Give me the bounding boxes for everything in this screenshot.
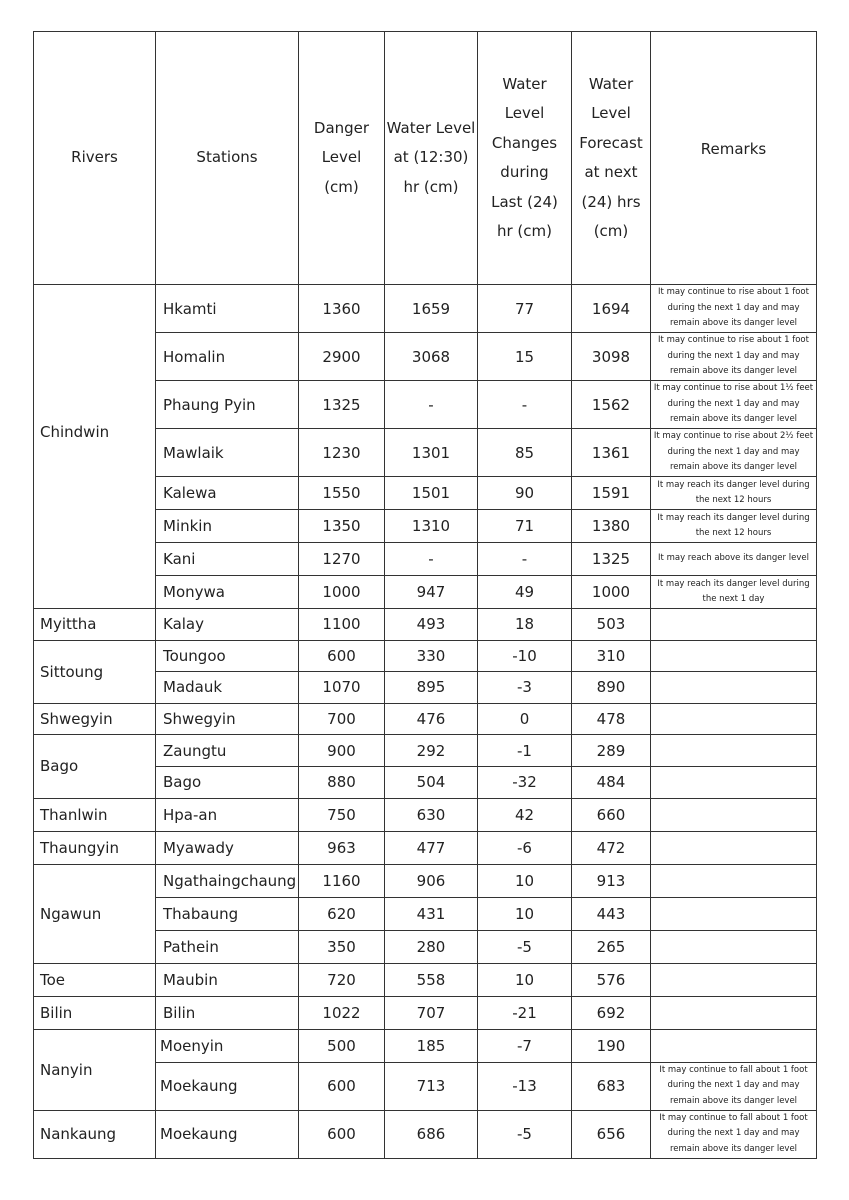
forecast-cell: 1694: [572, 285, 651, 333]
station-cell: Bilin: [156, 996, 299, 1029]
forecast-cell: 484: [572, 766, 651, 798]
change-cell: 90: [478, 477, 572, 510]
river-cell: Bago: [34, 735, 156, 798]
forecast-cell: 503: [572, 609, 651, 641]
danger-level-cell: 1325: [299, 381, 385, 429]
forecast-cell: 472: [572, 831, 651, 864]
station-cell: Zaungtu: [156, 735, 299, 767]
water-level-cell: 713: [385, 1062, 478, 1110]
remark-cell: It may continue to fall about 1 foot during the next 1 day and may remain above its danger level: [651, 1062, 817, 1110]
station-cell: Maubin: [156, 963, 299, 996]
change-cell: -32: [478, 766, 572, 798]
station-cell: Kalewa: [156, 477, 299, 510]
station-cell: Homalin: [156, 333, 299, 381]
station-cell: Shwegyin: [156, 703, 299, 735]
forecast-cell: 1000: [572, 576, 651, 609]
danger-level-cell: 600: [299, 640, 385, 672]
water-level-cell: 504: [385, 766, 478, 798]
col-header-water-level: Water Level at (12:30) hr (cm): [385, 32, 478, 285]
water-level-table: [33, 31, 817, 1159]
table-row: [34, 864, 817, 897]
water-level-cell: 1501: [385, 477, 478, 510]
danger-level-cell: 700: [299, 703, 385, 735]
danger-level-cell: 900: [299, 735, 385, 767]
table-row: [34, 798, 817, 831]
remark-cell: [651, 798, 817, 831]
water-level-cell: 1310: [385, 510, 478, 543]
water-level-cell: 3068: [385, 333, 478, 381]
station-cell: Mawlaik: [156, 429, 299, 477]
danger-level-cell: 1360: [299, 285, 385, 333]
change-cell: -5: [478, 1110, 572, 1158]
header-row: [34, 32, 817, 285]
change-cell: 49: [478, 576, 572, 609]
water-level-cell: 185: [385, 1029, 478, 1062]
danger-level-cell: 1100: [299, 609, 385, 641]
danger-level-cell: 1022: [299, 996, 385, 1029]
station-cell: Thabaung: [156, 897, 299, 930]
remark-cell: [651, 703, 817, 735]
table-row: [34, 963, 817, 996]
forecast-cell: 576: [572, 963, 651, 996]
forecast-cell: 890: [572, 672, 651, 704]
change-cell: 10: [478, 897, 572, 930]
col-header-remarks: Remarks: [651, 32, 817, 285]
col-header-stations: Stations: [156, 32, 299, 285]
danger-level-cell: 2900: [299, 333, 385, 381]
col-header-rivers: Rivers: [34, 32, 156, 285]
forecast-cell: 3098: [572, 333, 651, 381]
danger-level-cell: 350: [299, 930, 385, 963]
water-level-cell: 330: [385, 640, 478, 672]
col-header-changes: Water Level Changes during Last (24) hr (cm): [478, 32, 572, 285]
forecast-cell: 478: [572, 703, 651, 735]
table-row: [34, 609, 817, 641]
forecast-cell: 190: [572, 1029, 651, 1062]
table-row: [34, 735, 817, 767]
forecast-cell: 1591: [572, 477, 651, 510]
change-cell: 71: [478, 510, 572, 543]
remark-cell: It may reach above its danger level: [651, 543, 817, 576]
change-cell: -3: [478, 672, 572, 704]
water-level-cell: 686: [385, 1110, 478, 1158]
change-cell: -10: [478, 640, 572, 672]
change-cell: 10: [478, 864, 572, 897]
station-cell: Kani: [156, 543, 299, 576]
remark-cell: [651, 897, 817, 930]
station-cell: Moekaung: [156, 1110, 299, 1158]
water-level-cell: 477: [385, 831, 478, 864]
forecast-cell: 692: [572, 996, 651, 1029]
water-level-cell: 1659: [385, 285, 478, 333]
change-cell: 85: [478, 429, 572, 477]
remark-cell: It may reach its danger level during the next 1 day: [651, 576, 817, 609]
station-cell: Pathein: [156, 930, 299, 963]
col-header-danger-level: Danger Level (cm): [299, 32, 385, 285]
remark-cell: [651, 831, 817, 864]
river-cell: Thanlwin: [34, 798, 156, 831]
water-level-cell: 707: [385, 996, 478, 1029]
remark-cell: It may continue to rise about 1½ feet during the next 1 day and may remain above its danger level: [651, 381, 817, 429]
station-cell: Hkamti: [156, 285, 299, 333]
change-cell: -: [478, 381, 572, 429]
danger-level-cell: 1160: [299, 864, 385, 897]
station-cell: Minkin: [156, 510, 299, 543]
remark-cell: [651, 609, 817, 641]
change-cell: -5: [478, 930, 572, 963]
change-cell: 10: [478, 963, 572, 996]
change-cell: -7: [478, 1029, 572, 1062]
forecast-cell: 913: [572, 864, 651, 897]
change-cell: -6: [478, 831, 572, 864]
danger-level-cell: 750: [299, 798, 385, 831]
station-cell: Hpa-an: [156, 798, 299, 831]
table-row: [34, 640, 817, 672]
river-cell: Ngawun: [34, 864, 156, 963]
water-level-cell: 292: [385, 735, 478, 767]
danger-level-cell: 880: [299, 766, 385, 798]
water-level-cell: 947: [385, 576, 478, 609]
remark-cell: It may continue to rise about 1 foot during the next 1 day and may remain above its danger level: [651, 285, 817, 333]
water-level-cell: -: [385, 381, 478, 429]
river-cell: Sittoung: [34, 640, 156, 703]
water-level-cell: 476: [385, 703, 478, 735]
station-cell: Moenyin: [156, 1029, 299, 1062]
remark-cell: [651, 930, 817, 963]
river-cell: Toe: [34, 963, 156, 996]
remark-cell: [651, 1029, 817, 1062]
water-level-cell: 1301: [385, 429, 478, 477]
forecast-cell: 289: [572, 735, 651, 767]
water-level-cell: 630: [385, 798, 478, 831]
remark-cell: It may reach its danger level during the next 12 hours: [651, 477, 817, 510]
change-cell: 15: [478, 333, 572, 381]
table-row: [34, 831, 817, 864]
change-cell: 0: [478, 703, 572, 735]
danger-level-cell: 500: [299, 1029, 385, 1062]
remark-cell: [651, 963, 817, 996]
table-row: [34, 285, 817, 333]
water-level-cell: 493: [385, 609, 478, 641]
remark-cell: [651, 735, 817, 767]
forecast-cell: 660: [572, 798, 651, 831]
remark-cell: [651, 864, 817, 897]
forecast-cell: 1562: [572, 381, 651, 429]
remark-cell: [651, 766, 817, 798]
change-cell: 18: [478, 609, 572, 641]
forecast-cell: 1380: [572, 510, 651, 543]
river-cell: Nanyin: [34, 1029, 156, 1110]
station-cell: Kalay: [156, 609, 299, 641]
table-row: [34, 1029, 817, 1062]
water-level-cell: 280: [385, 930, 478, 963]
water-level-cell: 906: [385, 864, 478, 897]
col-header-forecast: Water Level Forecast at next (24) hrs (cm): [572, 32, 651, 285]
water-level-cell: 895: [385, 672, 478, 704]
forecast-cell: 265: [572, 930, 651, 963]
danger-level-cell: 1270: [299, 543, 385, 576]
river-cell: Nankaung: [34, 1110, 156, 1158]
remark-cell: It may continue to fall about 1 foot during the next 1 day and may remain above its danger level: [651, 1110, 817, 1158]
danger-level-cell: 963: [299, 831, 385, 864]
danger-level-cell: 1350: [299, 510, 385, 543]
station-cell: Toungoo: [156, 640, 299, 672]
water-level-cell: -: [385, 543, 478, 576]
table-row: [34, 703, 817, 735]
river-cell: Chindwin: [34, 285, 156, 609]
remark-cell: It may reach its danger level during the next 12 hours: [651, 510, 817, 543]
water-level-cell: 558: [385, 963, 478, 996]
forecast-cell: 310: [572, 640, 651, 672]
river-cell: Shwegyin: [34, 703, 156, 735]
station-cell: Moekaung: [156, 1062, 299, 1110]
station-cell: Phaung Pyin: [156, 381, 299, 429]
forecast-cell: 443: [572, 897, 651, 930]
water-level-cell: 431: [385, 897, 478, 930]
change-cell: 42: [478, 798, 572, 831]
table-row: [34, 1110, 817, 1158]
danger-level-cell: 620: [299, 897, 385, 930]
danger-level-cell: 1000: [299, 576, 385, 609]
remark-cell: It may continue to rise about 2½ feet during the next 1 day and may remain above its danger level: [651, 429, 817, 477]
danger-level-cell: 1230: [299, 429, 385, 477]
danger-level-cell: 1550: [299, 477, 385, 510]
forecast-cell: 1325: [572, 543, 651, 576]
remark-cell: [651, 640, 817, 672]
river-cell: Thaungyin: [34, 831, 156, 864]
remark-cell: [651, 996, 817, 1029]
station-cell: Monywa: [156, 576, 299, 609]
danger-level-cell: 600: [299, 1110, 385, 1158]
remark-cell: [651, 672, 817, 704]
station-cell: Myawady: [156, 831, 299, 864]
change-cell: -13: [478, 1062, 572, 1110]
remark-cell: It may continue to rise about 1 foot during the next 1 day and may remain above its danger level: [651, 333, 817, 381]
change-cell: -1: [478, 735, 572, 767]
change-cell: -: [478, 543, 572, 576]
forecast-cell: 656: [572, 1110, 651, 1158]
station-cell: Ngathaingchaung: [156, 864, 299, 897]
river-cell: Myittha: [34, 609, 156, 641]
danger-level-cell: 1070: [299, 672, 385, 704]
forecast-cell: 683: [572, 1062, 651, 1110]
change-cell: -21: [478, 996, 572, 1029]
change-cell: 77: [478, 285, 572, 333]
station-cell: Madauk: [156, 672, 299, 704]
danger-level-cell: 720: [299, 963, 385, 996]
danger-level-cell: 600: [299, 1062, 385, 1110]
station-cell: Bago: [156, 766, 299, 798]
forecast-cell: 1361: [572, 429, 651, 477]
river-cell: Bilin: [34, 996, 156, 1029]
table-row: [34, 996, 817, 1029]
